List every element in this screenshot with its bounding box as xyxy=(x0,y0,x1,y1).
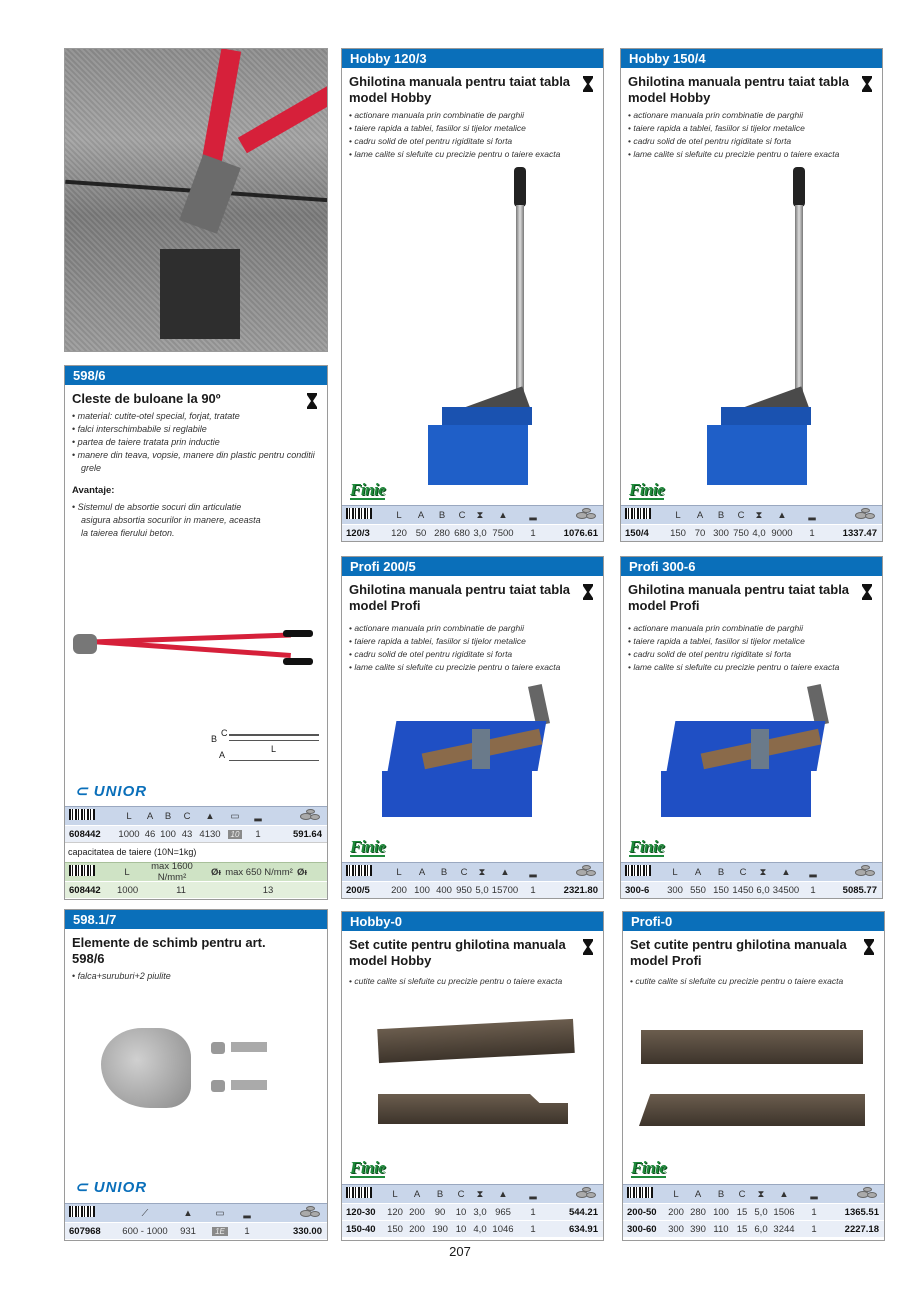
weight-icon: ▲ xyxy=(498,509,508,521)
barcode-icon xyxy=(627,1187,653,1198)
product-card-profi-200-5 xyxy=(341,556,604,899)
product-title: Ghilotina manuala pentru taiat tabla model Profi xyxy=(342,576,603,616)
ruler-icon: ▂ xyxy=(254,810,262,822)
hourglass-icon xyxy=(307,393,317,409)
product-card-598-1-7 xyxy=(64,909,328,1241)
product-code-header: Profi-0 xyxy=(623,912,884,931)
weight-icon: ▲ xyxy=(205,810,215,822)
feature-list: • actionare manuala prin combinatie de parghii • taiere rapida a tablei, fasiilor si tijelor metalice • cadru solid de otel pentru rigiditate si forta • lame calite si slefuite cu precizie pentru o taiere exacta xyxy=(621,616,882,674)
hourglass-icon xyxy=(864,939,874,955)
product-code-header: Hobby 150/4 xyxy=(621,49,882,68)
spec-table xyxy=(342,1184,603,1237)
barcode-icon xyxy=(346,1187,372,1198)
hourglass-icon: ⧗ xyxy=(476,509,484,521)
hourglass-icon: ⧗ xyxy=(759,866,767,878)
coins-icon xyxy=(827,508,882,523)
coins-icon xyxy=(257,1206,327,1221)
unior-logo: ⊂ UNIOR xyxy=(75,783,148,800)
bolt-cutter-image xyxy=(71,624,323,674)
ruler-icon: ▂ xyxy=(529,509,537,521)
guillotine-hobby-image xyxy=(422,167,532,487)
product-code-header: Profi 200/5 xyxy=(342,557,603,576)
product-code-header: Hobby-0 xyxy=(342,912,603,931)
coins-icon xyxy=(269,809,327,824)
table-row: 200-50 200 280 100 15 5,0 1506 1 1365.51 xyxy=(623,1203,884,1220)
product-title: Set cutite pentru ghilotina manuala model Hobby xyxy=(342,931,603,971)
product-code-header: Hobby 120/3 xyxy=(342,49,603,68)
product-card-hobby-0 xyxy=(341,911,604,1241)
product-code-header: Profi 300-6 xyxy=(621,557,882,576)
hourglass-icon xyxy=(862,76,872,92)
product-title: Elemente de schimb pentru art. 598/6 xyxy=(72,935,266,966)
box-icon: ▭ xyxy=(215,1207,225,1219)
finie-logo: Finie xyxy=(631,1158,667,1177)
spec-table xyxy=(65,1203,327,1239)
barcode-icon xyxy=(346,508,372,519)
product-card-hobby-150-4 xyxy=(620,48,883,542)
ruler-icon: ▂ xyxy=(810,1188,818,1200)
finie-logo: Finie xyxy=(350,1158,386,1177)
hourglass-icon: ⧗ xyxy=(476,1188,484,1200)
coins-icon xyxy=(825,865,882,880)
feature-list: • actionare manuala prin combinatie de parghii • taiere rapida a tablei, fasiilor si tijelor metalice • cadru solid de otel pentru rigiditate si forta • lame calite si slefuite cu precizie pentru o taiere exacta xyxy=(342,616,603,674)
ruler-icon: ▂ xyxy=(808,509,816,521)
finie-logo: Finie xyxy=(629,837,665,856)
table-row: 607968 600 - 1000 931 1E 1 330.00 xyxy=(65,1222,327,1239)
spec-table xyxy=(342,505,603,541)
product-card-hobby-120-3 xyxy=(341,48,604,542)
finie-logo: Finie xyxy=(350,480,386,499)
table-header: L A B C ⧗ ▲ ▂ xyxy=(621,505,882,524)
guillotine-profi-image xyxy=(661,685,841,825)
feature-list: • cutite calite si slefuite cu precizie pentru o taiere exacta xyxy=(623,971,884,988)
product-card-profi-0 xyxy=(622,911,885,1241)
pack-badge: 10 xyxy=(228,830,243,839)
product-title: Set cutite pentru ghilotina manuala model Profi xyxy=(623,931,884,971)
spec-table xyxy=(342,862,603,898)
blade-set-image xyxy=(639,1030,869,1140)
page-number: 207 xyxy=(449,1244,471,1259)
weight-icon: ▲ xyxy=(781,866,791,878)
advantages-list: • Sistemul de absortie socuri din articulatie asigura absortia socurilor in manere, aceasta la taierea fierului beton. xyxy=(65,500,327,540)
table-row: 120/3 120 50 280 680 3,0 7500 1 1076.61 xyxy=(342,524,603,541)
table-row: 200/5 200 100 400 950 5,0 15700 1 2321.80 xyxy=(342,881,603,898)
table-row: 120-30 120 200 90 10 3,0 965 1 544.21 xyxy=(342,1203,603,1220)
weight-icon: ▲ xyxy=(500,866,510,878)
dimension-diagram: B C A L xyxy=(205,726,325,770)
advantages-label: Avantaje: xyxy=(72,485,115,496)
ruler-icon: ▂ xyxy=(243,1207,251,1219)
table-header: L A B C ⧗ ▲ ▂ xyxy=(342,862,603,881)
barcode-icon xyxy=(625,508,651,519)
product-title: Cleste de buloane la 90º xyxy=(65,385,327,409)
hourglass-icon xyxy=(862,584,872,600)
feature-list: • actionare manuala prin combinatie de parghii • taiere rapida a tablei, fasiilor si tijelor metalice • cadru solid de otel pentru rigiditate si forta • lame calite si slefuite cu precizie pentru o taiere exacta xyxy=(342,108,603,161)
table-header: L A B C ⧗ ▲ ▂ xyxy=(623,1184,884,1203)
product-title: Ghilotina manuala pentru taiat tabla model Hobby xyxy=(621,68,882,108)
weight-icon: ▲ xyxy=(777,509,787,521)
feature-list: • falca+suruburi+2 piulite xyxy=(65,969,327,983)
capacity-label: capacitatea de taiere (10N=1kg) xyxy=(65,842,327,862)
barcode-icon xyxy=(69,809,95,820)
unior-logo: ⊂ UNIOR xyxy=(75,1179,148,1196)
product-title: Ghilotina manuala pentru taiat tabla model Profi xyxy=(621,576,882,616)
ruler-icon: ▂ xyxy=(529,866,537,878)
feature-list: • actionare manuala prin combinatie de parghii • taiere rapida a tablei, fasiilor si tijelor metalice • cadru solid de otel pentru rigiditate si forta • lame calite si slefuite cu precizie pentru o taiere exacta xyxy=(621,108,882,161)
product-card-598-6 xyxy=(64,365,328,900)
product-code-header: 598/6 xyxy=(65,366,327,385)
feature-list: • material: cutite-otel special, forjat, tratate • falci interschimbabile si reglabile • partea de taiere tratata prin inductie • manere din teava, vopsie, manere din plastic pentru conditii grele xyxy=(65,409,327,475)
coins-icon xyxy=(829,1187,884,1202)
product-card-profi-300-6 xyxy=(620,556,883,899)
blade-set-image xyxy=(372,1024,582,1144)
barcode-icon xyxy=(69,865,95,876)
spec-table xyxy=(65,806,327,898)
hourglass-icon xyxy=(583,76,593,92)
ruler-icon: ▂ xyxy=(809,866,817,878)
capacity-table-header: L max 1600 N/mm² Øᵻ max 650 N/mm² Øᵻ xyxy=(65,862,327,881)
hourglass-icon: ⧗ xyxy=(757,1188,765,1200)
coins-icon xyxy=(548,508,603,523)
table-row: 608442 1000 46 100 43 4130 10 1 591.64 xyxy=(65,825,327,842)
spec-table xyxy=(621,505,882,541)
table-header: L A B C ⧗ ▲ ▂ xyxy=(342,505,603,524)
hourglass-icon: ⧗ xyxy=(478,866,486,878)
ruler-icon: ▂ xyxy=(529,1188,537,1200)
jaw-parts-image xyxy=(101,1020,301,1120)
barcode-icon xyxy=(625,865,651,876)
table-header xyxy=(65,1203,327,1222)
unior-mark-icon: ⊂ xyxy=(75,1179,94,1196)
table-header: L A B C ⧗ ▲ ▂ xyxy=(621,862,882,881)
box-icon: ▭ xyxy=(230,810,240,822)
finie-logo: Finie xyxy=(350,837,386,856)
capacity-table-row: 608442 1000 11 13 xyxy=(65,881,327,898)
table-row: 300-60 300 390 110 15 6,0 3244 1 2227.18 xyxy=(623,1220,884,1237)
spec-table xyxy=(623,1184,884,1237)
guillotine-hobby-image xyxy=(701,167,811,487)
weight-icon: ▲ xyxy=(183,1207,193,1219)
coins-icon xyxy=(548,1187,603,1202)
wrench-icon: ⟋ xyxy=(141,1207,149,1219)
pack-badge: 1E xyxy=(212,1227,228,1236)
unior-mark-icon: ⊂ xyxy=(75,783,94,800)
weight-icon: ▲ xyxy=(498,1188,508,1200)
guillotine-profi-image xyxy=(382,685,562,825)
spec-table xyxy=(621,862,882,898)
table-row: 150/4 150 70 300 750 4,0 9000 1 1337.47 xyxy=(621,524,882,541)
barcode-icon xyxy=(346,865,372,876)
table-header: L A B C ⧗ ▲ ▂ xyxy=(342,1184,603,1203)
hourglass-icon xyxy=(583,584,593,600)
feature-list: • cutite calite si slefuite cu precizie pentru o taiere exacta xyxy=(342,971,603,988)
coins-icon xyxy=(546,865,603,880)
product-title: Ghilotina manuala pentru taiat tabla model Hobby xyxy=(342,68,603,108)
table-row: 300-6 300 550 150 1450 6,0 34500 1 5085.77 xyxy=(621,881,882,898)
hourglass-icon: ⧗ xyxy=(755,509,763,521)
weight-icon: ▲ xyxy=(779,1188,789,1200)
table-header: L A B C ▲ ▭ ▂ xyxy=(65,806,327,825)
barcode-icon xyxy=(69,1206,95,1217)
table-row: 150-40 150 200 190 10 4,0 1046 1 634.91 xyxy=(342,1220,603,1237)
hourglass-icon xyxy=(583,939,593,955)
finie-logo: Finie xyxy=(629,480,665,499)
bolt-cutter-photo xyxy=(64,48,328,352)
product-code-header: 598.1/7 xyxy=(65,910,327,929)
